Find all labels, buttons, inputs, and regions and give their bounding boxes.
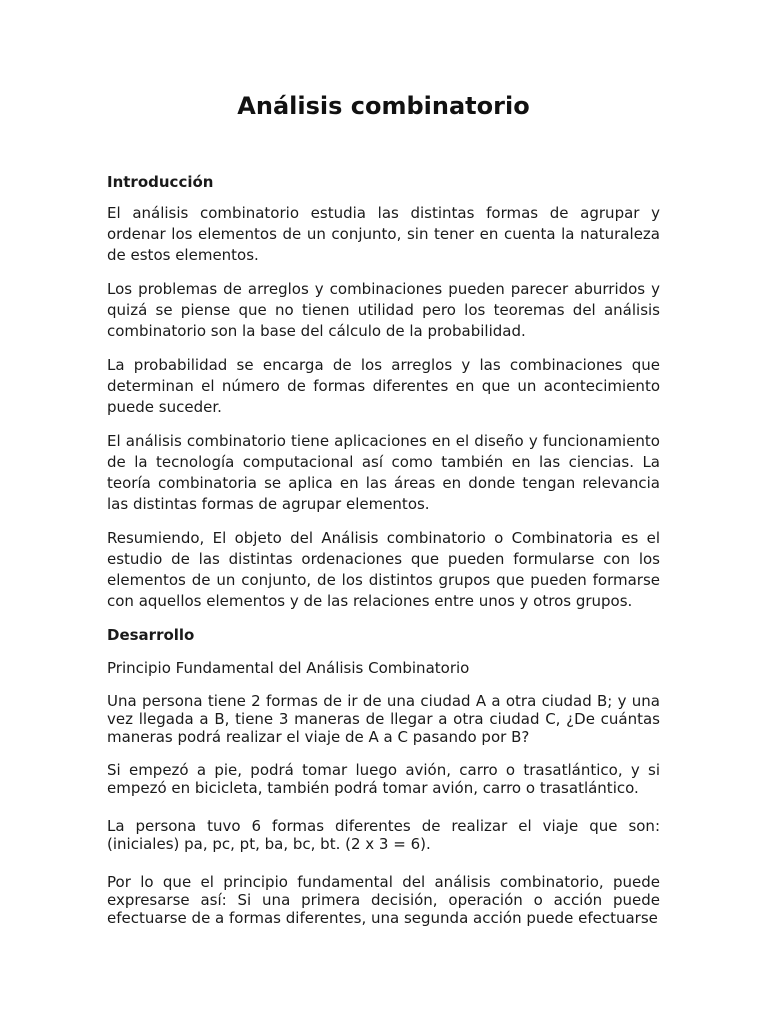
intro-paragraph-4: El análisis combinatorio tiene aplicaciones en el diseño y funcionamiento de la tecnología computacional así como también en las ciencias. La teoría combinatoria se aplica en las áreas en donde tengan relevancia las distintas formas de agrupar elementos. — [107, 432, 660, 513]
intro-paragraph-1: El análisis combinatorio estudia las distintas formas de agrupar y ordenar los elementos de un conjunto, sin tener en cuenta la naturaleza de estos elementos. — [107, 204, 660, 264]
document-title: Análisis combinatorio — [237, 92, 530, 120]
intro-paragraph-5: Resumiendo, El objeto del Análisis combinatorio o Combinatoria es el estudio de las distintas ordenaciones que pueden formularse con los elementos de un conjunto, de los distintos grupos que pueden formarse con aquellos elementos y de las relaciones entre unos y otros grupos. — [107, 529, 660, 610]
development-paragraph-3: La persona tuvo 6 formas diferentes de realizar el viaje que son: (iniciales) pa, pc, pt, ba, bc, bt. (2 x 3 = 6). — [107, 817, 660, 853]
intro-paragraph-3: La probabilidad se encarga de los arreglos y las combinaciones que determinan el número de formas diferentes en que un acontecimiento puede suceder. — [107, 356, 660, 416]
principle-title: Principio Fundamental del Análisis Combinatorio — [107, 659, 470, 677]
section-heading-introduccion: Introducción — [107, 173, 214, 191]
development-paragraph-4: Por lo que el principio fundamental del análisis combinatorio, puede expresarse así: Si una primera decisión, operación o acción puede efectuarse de a formas diferentes, una segunda acción puede efectuarse — [107, 873, 660, 927]
document-page — [107, 0, 660, 927]
section-heading-desarrollo: Desarrollo — [107, 626, 195, 644]
development-paragraph-2: Si empezó a pie, podrá tomar luego avión, carro o trasatlántico, y si empezó en bicicleta, también podrá tomar avión, carro o trasatlántico. — [107, 761, 660, 797]
development-paragraph-1: Una persona tiene 2 formas de ir de una ciudad A a otra ciudad B; y una vez llegada a B, tiene 3 maneras de llegar a otra ciudad C, ¿De cuántas maneras podrá realizar el viaje de A a C pasando por B? — [107, 692, 660, 746]
intro-paragraph-2: Los problemas de arreglos y combinaciones pueden parecer aburridos y quizá se piense que no tienen utilidad pero los teoremas del análisis combinatorio son la base del cálculo de la probabilidad. — [107, 280, 660, 340]
